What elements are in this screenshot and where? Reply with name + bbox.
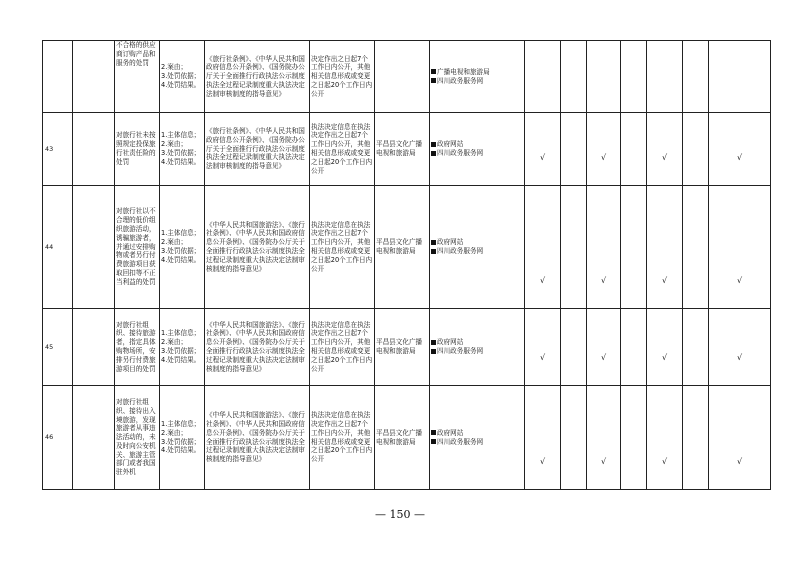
check-cell: √	[525, 186, 561, 309]
square-bullet-icon	[431, 349, 436, 354]
check-cell	[621, 41, 647, 113]
channel-cell	[430, 41, 525, 113]
square-bullet-icon	[431, 249, 436, 254]
content-line: 3.处罚依据；	[161, 149, 201, 157]
check-cell: √	[709, 386, 771, 490]
basis-cell: 《中华人民共和国旅游法》、《旅行社条例》、《中华人民共和国政府信息公开条例》、《国务院办公厅关于全面推行行政执法公示制度执法全过程记录制度重大执法决定法制审核制度的指导意见》	[205, 309, 310, 386]
check-cell: √	[525, 309, 561, 386]
check-cell: √	[709, 186, 771, 309]
check-cell: √	[709, 113, 771, 186]
channel-line	[431, 77, 523, 86]
check-cell	[561, 113, 587, 186]
content-line: 2.案由；	[161, 338, 188, 347]
time-cell: 执法决定信息在执法决定作出之日起7个工作日内公开，其他相关信息形成或变更之日起20个工作日内公开	[310, 186, 375, 309]
content-line: 4.处罚结果。	[161, 446, 201, 455]
content-line: 1.主体信息；	[161, 229, 201, 238]
channel-cell	[430, 309, 525, 386]
channel-line	[431, 238, 523, 247]
check-cell: √	[525, 386, 561, 490]
subject-cell: 平昌县文化广播电视和旅游局	[375, 309, 430, 386]
row-number: 43	[43, 113, 73, 186]
content-line: 4.处罚结果。	[161, 255, 201, 264]
content-line: 1.主体信息；	[161, 131, 201, 140]
check-cell: √	[647, 113, 683, 186]
check-cell	[587, 41, 621, 113]
blank-cell	[73, 309, 115, 386]
row-number: 44	[43, 186, 73, 309]
time-cell: 执法决定信息在执法决定作出之日起7个工作日内公开，其他相关信息形成或变更之日起20个工作日内公开	[310, 386, 375, 490]
check-cell	[709, 41, 771, 113]
check-cell: √	[647, 186, 683, 309]
check-cell	[683, 386, 709, 490]
content-cell	[160, 186, 205, 309]
square-bullet-icon	[431, 69, 436, 74]
basis-cell: 《中华人民共和国旅游法》、《旅行社条例》、《中华人民共和国政府信息公开条例》、《国务院办公厅关于全面推行行政执法公示制度执法全过程记录制度重大执法决定法制审核制度的指导意见》	[205, 186, 310, 309]
check-cell	[561, 386, 587, 490]
content-line: 2.案由；	[161, 238, 188, 247]
check-cell: √	[709, 309, 771, 386]
channel-label: 四川政务服务网	[437, 437, 484, 446]
check-cell: √	[587, 113, 621, 186]
blank-cell	[73, 113, 115, 186]
check-cell	[683, 309, 709, 386]
blank-cell	[73, 41, 115, 113]
channel-label: 政府网站	[437, 428, 464, 437]
subject-cell: 平昌县文化广播电视和旅游局	[375, 113, 430, 186]
check-cell	[647, 41, 683, 113]
content-line: 2.案由；	[161, 63, 188, 72]
content-line: 3.处罚依据；	[161, 437, 201, 446]
square-bullet-icon	[431, 340, 436, 345]
table-row	[43, 186, 771, 309]
check-cell: √	[587, 186, 621, 309]
content-line: 2.案由；	[161, 140, 188, 149]
content-cell	[160, 386, 205, 490]
table-row	[43, 41, 771, 113]
item-cell: 对旅行社组织、接待旅游者，指定具体购物场所，安排另行付费旅游项目的处罚	[115, 309, 160, 386]
channel-label: 四川政务服务网	[437, 247, 484, 255]
item-cell: 不合格的供应商订购产品和服务的处罚	[115, 41, 160, 113]
check-cell	[683, 186, 709, 309]
content-cell	[160, 41, 205, 113]
content-line: 4.处罚结果。	[161, 157, 201, 166]
check-cell: √	[647, 309, 683, 386]
channel-label: 政府网站	[437, 338, 464, 347]
page-number: — 150 —	[375, 508, 425, 521]
channel-line	[431, 68, 523, 77]
content-cell	[160, 309, 205, 386]
content-line: 1.主体信息；	[161, 419, 201, 428]
blank-cell	[73, 186, 115, 309]
content-line: 3.处罚依据；	[161, 72, 201, 81]
content-line: 4.处罚结果。	[161, 80, 201, 89]
item-cell: 对旅行社未按照规定投保旅行社责任险的处罚	[115, 113, 160, 186]
square-bullet-icon	[431, 142, 436, 147]
channel-label: 广播电视和旅游局	[437, 67, 490, 76]
check-cell	[561, 309, 587, 386]
check-cell: √	[587, 386, 621, 490]
square-bullet-icon	[431, 439, 436, 444]
channel-line	[431, 149, 523, 158]
check-cell	[621, 309, 647, 386]
square-bullet-icon	[431, 151, 436, 156]
check-cell	[683, 113, 709, 186]
channel-cell	[430, 386, 525, 490]
channel-line	[431, 347, 523, 356]
basis-cell: 《旅行社条例》、《中华人民共和国政府信息公开条例》、《国务院办公厅关于全面推行行政执法公示制度执法全过程记录制度重大执法决定法制审核制度的指导意见》	[205, 41, 310, 113]
time-cell: 决定作出之日起7个工作日内公开，其他相关信息形成或变更之日起20个工作日内公开	[310, 41, 375, 113]
disclosure-table	[42, 40, 771, 490]
subject-cell: 平昌县文化广播电视和旅游局	[375, 186, 430, 309]
table-row	[43, 113, 771, 186]
check-cell	[561, 186, 587, 309]
content-line: 3.处罚依据；	[161, 247, 201, 255]
item-cell: 对旅行社组织、接待出入境旅游，发现旅游者从事违法活动的，未及时向公安机关、旅游主管部门或者我国驻外机	[115, 386, 160, 490]
check-cell	[525, 41, 561, 113]
content-line: 4.处罚结果。	[161, 355, 201, 364]
basis-cell: 《中华人民共和国旅游法》、《旅行社条例》、《中华人民共和国政府信息公开条例》、《国务院办公厅关于全面推行行政执法公示制度执法全过程记录制度重大执法决定法制审核制度的指导意见》	[205, 386, 310, 490]
channel-label: 四川政务服务网	[437, 149, 484, 157]
check-cell: √	[647, 386, 683, 490]
subject-cell: 平昌县文化广播电视和旅游局	[375, 386, 430, 490]
channel-line	[431, 429, 523, 438]
channel-cell	[430, 113, 525, 186]
check-cell	[621, 386, 647, 490]
content-cell	[160, 113, 205, 186]
channel-line	[431, 438, 523, 447]
time-cell: 执法决定信息在执法决定作出之日起7个工作日内公开，其他相关信息形成或变更之日起20个工作日内公开	[310, 309, 375, 386]
check-cell	[561, 41, 587, 113]
channel-line	[431, 338, 523, 347]
basis-cell: 《旅行社条例》、《中华人民共和国政府信息公开条例》、《国务院办公厅关于全面推行行政执法公示制度执法全过程记录制度重大执法决定法制审核制度的指导意见》	[205, 113, 310, 186]
square-bullet-icon	[431, 430, 436, 435]
check-cell	[683, 41, 709, 113]
channel-label: 四川政务服务网	[437, 76, 484, 85]
check-cell	[621, 186, 647, 309]
table-row	[43, 386, 771, 490]
subject-cell	[375, 41, 430, 113]
square-bullet-icon	[431, 78, 436, 83]
check-cell: √	[525, 113, 561, 186]
time-cell: 执法决定信息在执法决定作出之日起7个工作日内公开，其他相关信息形成或变更之日起20个工作日内公开	[310, 113, 375, 186]
check-cell: √	[587, 309, 621, 386]
channel-cell	[430, 186, 525, 309]
row-number: 45	[43, 309, 73, 386]
row-number	[43, 41, 73, 113]
check-cell	[621, 113, 647, 186]
content-line: 2.案由；	[161, 428, 188, 437]
row-number: 46	[43, 386, 73, 490]
channel-line	[431, 140, 523, 149]
blank-cell	[73, 386, 115, 490]
content-line: 3.处罚依据；	[161, 347, 201, 355]
square-bullet-icon	[431, 240, 436, 245]
content-line: 1.主体信息；	[161, 329, 201, 338]
channel-line	[431, 247, 523, 256]
channel-label: 政府网站	[437, 238, 464, 247]
channel-label: 四川政务服务网	[437, 347, 484, 355]
channel-label: 政府网站	[437, 140, 464, 149]
table-row	[43, 309, 771, 386]
item-cell: 对旅行社以不合理的低价组织旅游活动，诱骗旅游者，并通过安排购物或者另行付费旅游项目获取回扣等不正当利益的处罚	[115, 186, 160, 309]
